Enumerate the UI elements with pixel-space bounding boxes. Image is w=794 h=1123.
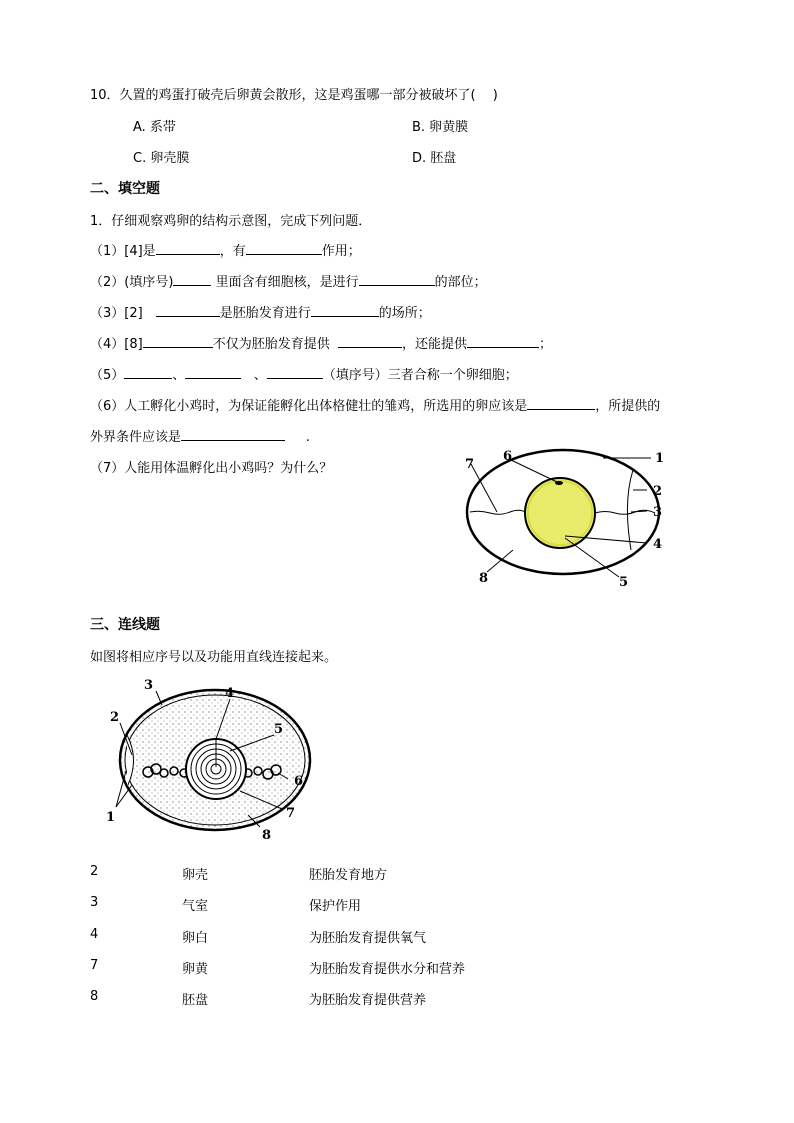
sub-question-7: （7）人能用体温孵化出小鸡吗？为什么？ (90, 461, 333, 476)
match-part-5[interactable]: 胚盘 (182, 993, 209, 1008)
sq5-blank-1[interactable] (124, 364, 172, 379)
fig2-leader-1a (116, 771, 126, 807)
match-func-4[interactable]: 为胚胎发育提供水分和营养 (309, 962, 466, 977)
label-7: 7 (465, 457, 475, 472)
fig2-label-4: 4 (225, 686, 235, 701)
match-part-2[interactable]: 气室 (182, 899, 209, 914)
match-func-5[interactable]: 为胚胎发育提供营养 (309, 993, 427, 1008)
label-3: 3 (653, 505, 663, 520)
sq5-text-d: （填序号）三者合称一个卵细胞； (322, 368, 518, 383)
sq5-text-c: 、 (253, 368, 267, 383)
sq4-blank-3[interactable] (467, 333, 539, 348)
match-num-4[interactable]: 7 (90, 958, 99, 973)
sq6-text-d: . (305, 430, 310, 445)
sq4-text-c: ，还能提供 (401, 337, 467, 352)
sq1-text-c: 作用； (321, 244, 361, 259)
section-title-matching: 三、连线题 (90, 617, 160, 633)
match-part-1[interactable]: 卵壳 (182, 868, 209, 883)
q10-option-d[interactable]: D. 胚盘 (412, 151, 457, 166)
sq6-text-b: ，所提供的 (595, 399, 661, 414)
sq3-blank-2[interactable] (311, 302, 379, 317)
match-part-3[interactable]: 卵白 (182, 931, 209, 946)
q10-stem: 10．久置的鸡蛋打破壳后卵黄会散形，这是鸡蛋哪一部分被破坏了( ) (90, 88, 498, 103)
sub-question-4 (90, 333, 552, 352)
sq2-blank-2[interactable] (359, 271, 435, 286)
sq5-text-b: 、 (172, 368, 186, 383)
match-num-3[interactable]: 4 (90, 927, 99, 942)
sq1-blank-2[interactable] (246, 240, 322, 255)
match-func-1[interactable]: 胚胎发育地方 (309, 868, 388, 883)
fig2-label-7: 7 (286, 806, 296, 821)
sub-question-2 (90, 271, 487, 290)
sq4-text-a: （4）[8] (90, 337, 143, 352)
sq1-blank-1[interactable] (156, 240, 220, 255)
q10-option-c[interactable]: C. 卵壳膜 (133, 151, 190, 166)
fig2-label-1: 1 (106, 810, 116, 825)
sq4-blank-1[interactable] (143, 333, 213, 348)
sq6-text-a: （6）人工孵化小鸡时，为保证能孵化出体格健壮的雏鸡，所选用的卵应该是 (90, 399, 528, 414)
sq6-text-c: 外界条件应该是 (90, 430, 182, 445)
match-func-3[interactable]: 为胚胎发育提供氧气 (309, 931, 427, 946)
sq3-text-b: 是胚胎发育进行 (219, 306, 311, 321)
label-1: 1 (655, 451, 665, 466)
match-num-5[interactable]: 8 (90, 989, 99, 1004)
sq5-blank-2[interactable] (185, 364, 241, 379)
sq2-blank-1[interactable] (173, 271, 211, 286)
sq6-blank-1[interactable] (527, 395, 595, 410)
sq3-text-a: （3）[2] (90, 306, 156, 321)
fig2-label-5: 5 (274, 722, 284, 737)
matching-instructions: 如图将相应序号以及功能用直线连接起来。 (90, 650, 338, 665)
sq6-blank-2[interactable] (181, 426, 285, 441)
match-num-2[interactable]: 3 (90, 895, 99, 910)
question-1-stem: 1．仔细观察鸡卵的结构示意图，完成下列问题． (90, 214, 372, 229)
match-part-4[interactable]: 卵黄 (182, 962, 209, 977)
sq2-text-a: （2）(填序号) (90, 275, 174, 290)
egg-structure-diagram (455, 440, 680, 590)
sq1-text-a: （1）[4]是 (90, 244, 156, 259)
sq4-text-d: ； (538, 337, 552, 352)
sq3-text-c: 的场所； (378, 306, 431, 321)
q10-option-b[interactable]: B. 卵黄膜 (412, 120, 469, 135)
sub-question-6-cont (90, 426, 310, 445)
label-2: 2 (653, 484, 663, 499)
sub-question-6 (90, 395, 660, 414)
sq5-blank-3[interactable] (267, 364, 323, 379)
section-title-fill-in: 二、填空题 (90, 181, 160, 197)
label-4: 4 (653, 537, 663, 552)
sq2-text-c: 的部位； (434, 275, 487, 290)
fig2-label-8: 8 (262, 828, 272, 843)
sq4-text-b: 不仅为胚胎发育提供 (212, 337, 330, 352)
sq5-text-a: （5） (90, 368, 125, 383)
sub-question-5 (90, 364, 518, 383)
fig2-label-6: 6 (294, 774, 304, 789)
sub-question-1 (90, 240, 361, 259)
match-func-2[interactable]: 保护作用 (309, 899, 362, 914)
sub-question-3 (90, 302, 431, 321)
fig2-leader-1b (116, 785, 132, 807)
egg-line-drawing (100, 675, 315, 845)
label-6: 6 (503, 449, 513, 464)
label-8: 8 (479, 571, 489, 586)
q10-option-a[interactable]: A. 系带 (133, 120, 176, 135)
match-num-1[interactable]: 2 (90, 864, 99, 879)
sq3-blank-1[interactable] (156, 302, 220, 317)
sq1-text-b: ，有 (219, 244, 246, 259)
label-5: 5 (619, 575, 629, 590)
sq4-blank-2[interactable] (338, 333, 402, 348)
fig2-label-3: 3 (144, 678, 154, 693)
fig2-label-2: 2 (110, 710, 120, 725)
sq2-text-b: 里面含有细胞核，是进行 (215, 275, 359, 290)
